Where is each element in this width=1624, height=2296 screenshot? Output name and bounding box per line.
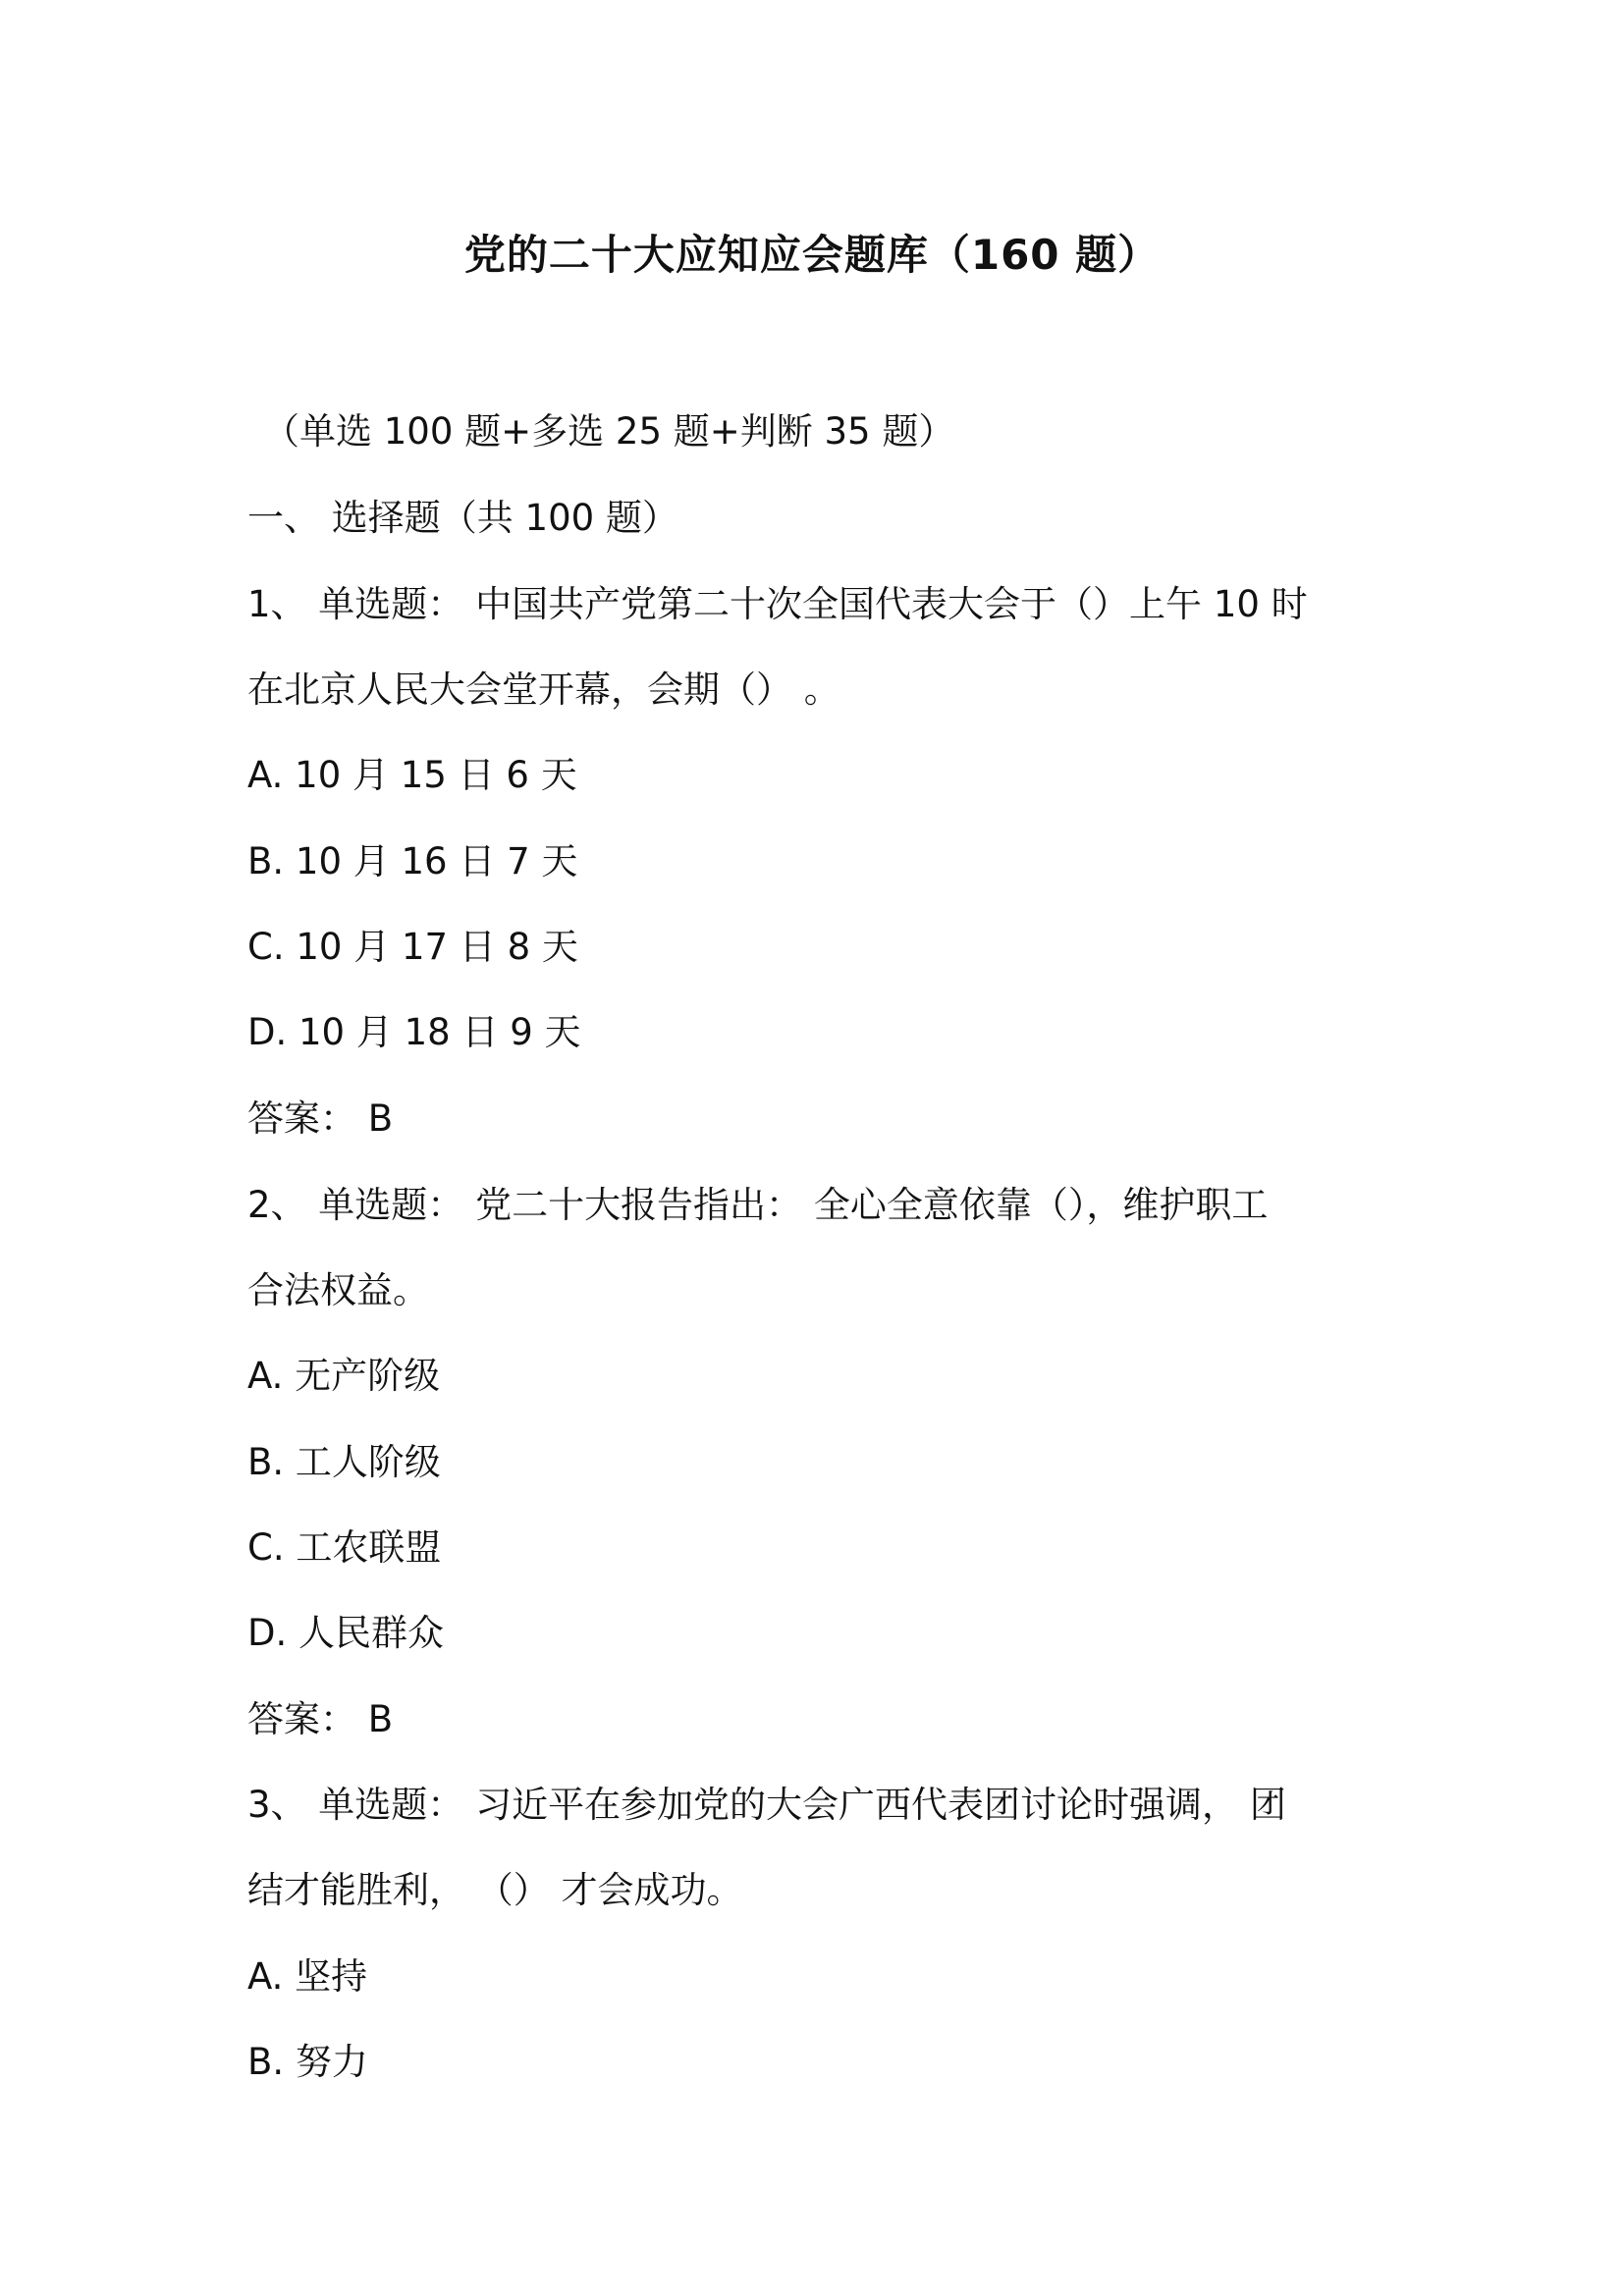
question-3-stem-line-2: 结才能胜利， （） 才会成功。 bbox=[247, 1869, 743, 1911]
question-3-option-b: B. 努力 bbox=[247, 2041, 368, 2083]
question-1-stem-line-1: 1、 单选题： 中国共产党第二十次全国代表大会于（）上午 10 时 bbox=[247, 583, 1308, 625]
question-1-option-d: D. 10 月 18 日 9 天 bbox=[247, 1011, 581, 1053]
question-2-option-a: A. 无产阶级 bbox=[247, 1355, 441, 1397]
question-1-stem-line-2: 在北京人民大会堂开幕，会期（） 。 bbox=[247, 668, 840, 711]
document-title: 党的二十大应知应会题库（160 题） bbox=[463, 231, 1161, 279]
question-2-option-b: B. 工人阶级 bbox=[247, 1441, 441, 1483]
question-1-option-b: B. 10 月 16 日 7 天 bbox=[247, 840, 578, 882]
question-2-stem-line-1: 2、 单选题： 党二十大报告指出： 全心全意依靠（），维护职工 bbox=[247, 1184, 1269, 1226]
question-1-option-a: A. 10 月 15 日 6 天 bbox=[247, 754, 577, 796]
question-3-option-a: A. 坚持 bbox=[247, 1955, 368, 1998]
question-2-option-c: C. 工农联盟 bbox=[247, 1526, 442, 1569]
question-2-option-d: D. 人民群众 bbox=[247, 1612, 445, 1654]
question-2-answer: 答案： B bbox=[247, 1698, 394, 1740]
question-2-stem-line-2: 合法权益。 bbox=[247, 1269, 429, 1311]
question-1-option-c: C. 10 月 17 日 8 天 bbox=[247, 926, 578, 968]
section-heading: 一、 选择题（共 100 题） bbox=[247, 497, 678, 539]
question-count-summary: （单选 100 题+多选 25 题+判断 35 题） bbox=[263, 410, 955, 453]
question-3-stem-line-1: 3、 单选题： 习近平在参加党的大会广西代表团讨论时强调， 团 bbox=[247, 1784, 1286, 1826]
question-1-answer: 答案： B bbox=[247, 1097, 394, 1140]
